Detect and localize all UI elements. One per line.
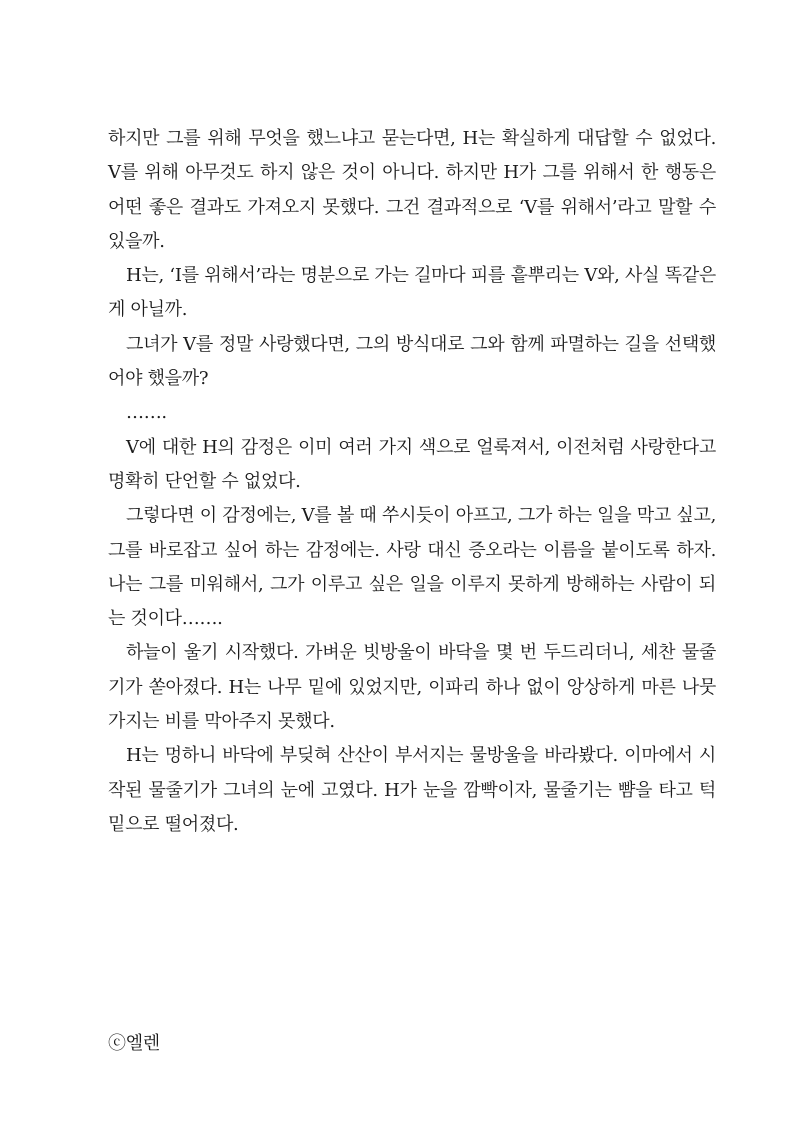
paragraph: H는, ‘I를 위해서’라는 명분으로 가는 길마다 피를 흩뿌리는 V와, 사실 똑같은 게 아닐까.	[108, 265, 716, 321]
paragraph: 하늘이 울기 시작했다. 가벼운 빗방울이 바닥을 몇 번 두드리더니, 세찬 물줄기가 쏟아졌다. H는 나무 밑에 있었지만, 이파리 하나 없이 앙상하게 마른 나뭇가지는 비를 막아주지 못했다.	[108, 642, 716, 733]
paragraph: 하지만 그를 위해 무엇을 했느냐고 묻는다면, H는 확실하게 대답할 수 없었다. V를 위해 아무것도 하지 않은 것이 아니다. 하지만 H가 그를 위해서 한 행동은 어떤 좋은 결과도 가져오지 못했다. 그건 결과적으로 ‘V를 위해서’라고 말할 수 있을까.	[108, 128, 716, 252]
paragraph: V에 대한 H의 감정은 이미 여러 가지 색으로 얼룩져서, 이전처럼 사랑한다고 명확히 단언할 수 없었다.	[108, 436, 716, 492]
paragraph: …….	[126, 402, 167, 424]
author-credit: ⓒ엘렌	[108, 1033, 160, 1054]
body-text	[108, 122, 716, 842]
paragraph: H는 멍하니 바닥에 부딪혀 산산이 부서지는 물방울을 바라봤다. 이마에서 시작된 물줄기가 그녀의 눈에 고였다. H가 눈을 깜빡이자, 물줄기는 뺨을 타고 턱 밑으로 떨어졌다.	[108, 745, 716, 835]
paragraph: 그렇다면 이 감정에는, V를 볼 때 쑤시듯이 아프고, 그가 하는 일을 막고 싶고, 그를 바로잡고 싶어 하는 감정에는. 사랑 대신 증오라는 이름을 붙이도록 하자. 나는 그를 미워해서, 그가 이루고 싶은 일을 이루지 못하게 방해하는 사람이 되는 것이다…….	[108, 505, 716, 630]
paragraph: 그녀가 V를 정말 사랑했다면, 그의 방식대로 그와 함께 파멸하는 길을 선택했어야 했을까?	[108, 333, 716, 390]
